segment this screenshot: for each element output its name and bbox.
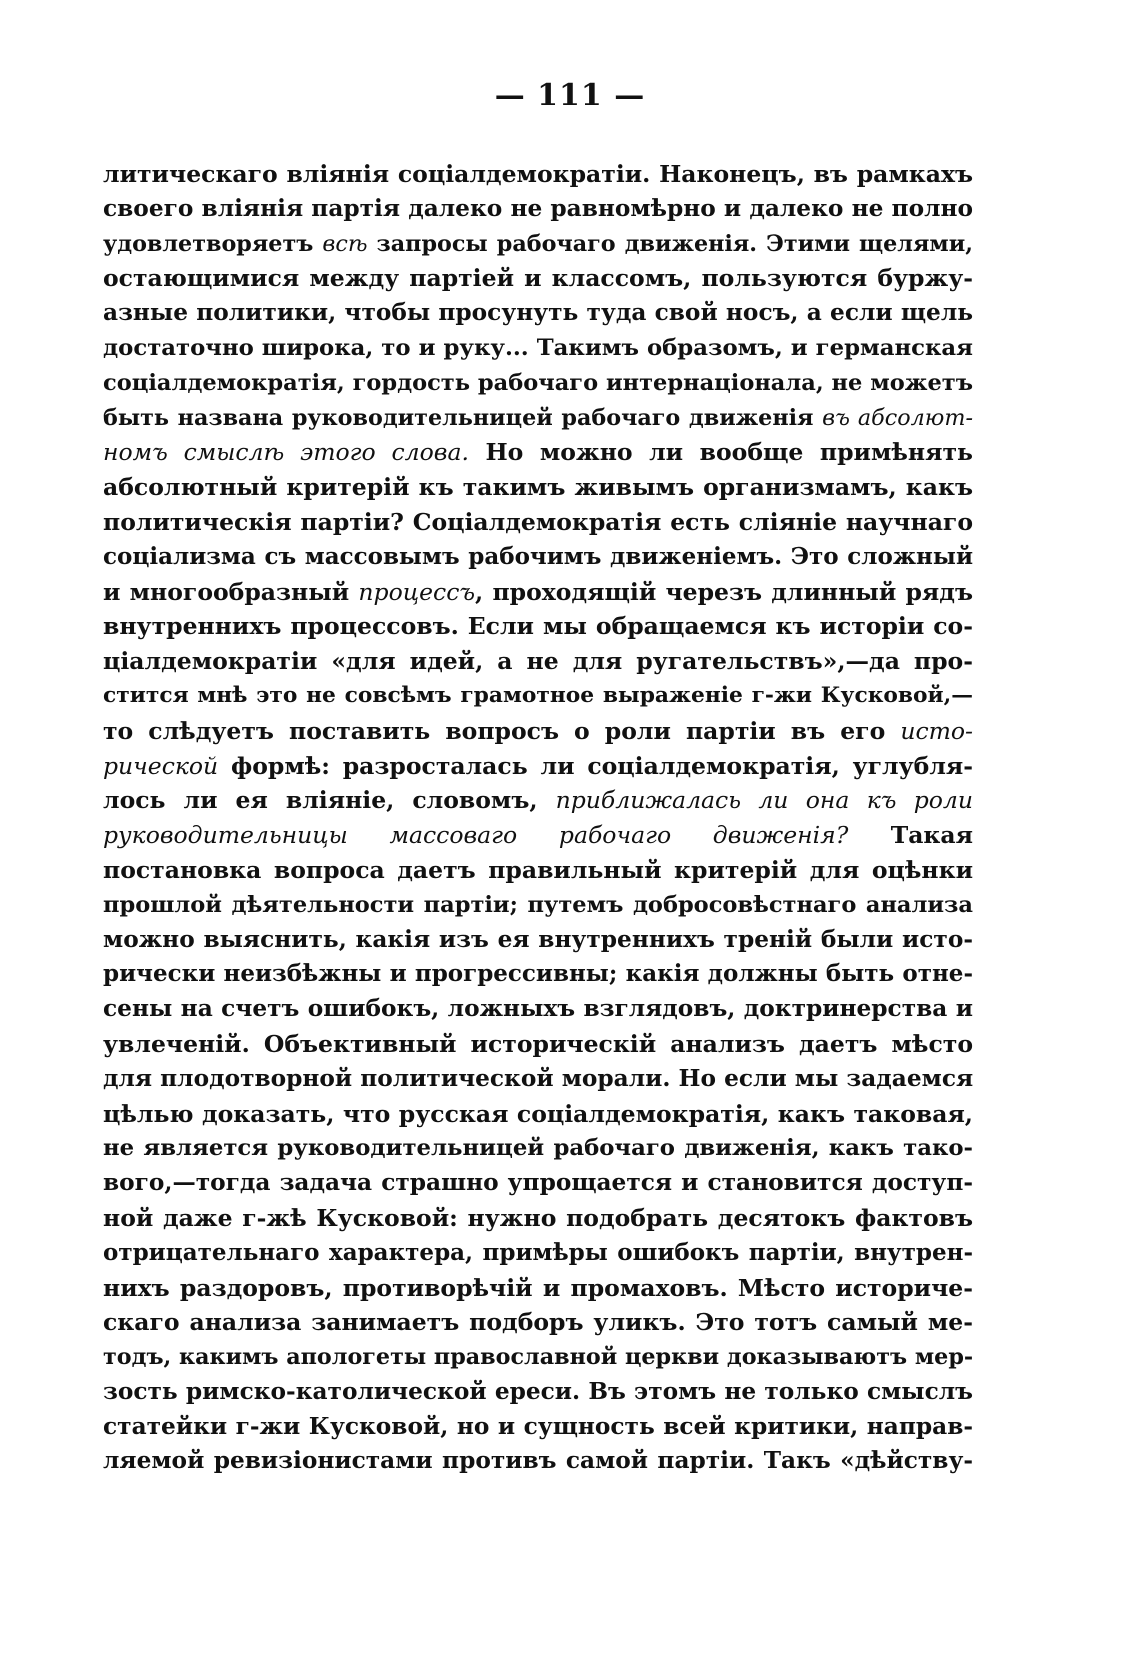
text-segment: стится мнѣ это не совсѣмъ грамотное выраженіе г-жи Кусковой,—: [103, 682, 973, 708]
text-line: [103, 435, 973, 470]
body-text: [103, 157, 973, 1479]
text-segment: отрицательнаго характера, примѣры ошибокъ партіи, внутрен-: [103, 1238, 973, 1266]
text-line: [103, 714, 973, 749]
text-line: [103, 401, 973, 436]
text-segment: лось ли ея вліяніе, словомъ,: [103, 786, 556, 815]
text-segment: литическаго вліянія соціалдемократіи. Наконецъ, въ рамкахъ: [103, 160, 973, 188]
text-segment: увлеченій. Объективный историческій анализъ даетъ мѣсто: [103, 1029, 973, 1058]
italic-text-segment: номъ смыслѣ этого слова.: [103, 438, 469, 467]
text-line: [103, 1444, 973, 1479]
text-segment: удовлетворяетъ: [103, 230, 323, 257]
text-line: [103, 1027, 973, 1062]
text-segment: ляемой ревизіонистами противъ самой партіи. Такъ «дѣйству-: [103, 1447, 973, 1475]
text-segment: и многообразный: [103, 577, 359, 606]
text-line: [103, 1305, 973, 1340]
text-segment: не является руководительницей рабочаго движенія, какъ тако-: [103, 1135, 973, 1162]
text-segment: ціалдемократіи «для идей, а не для ругательствъ»,—да про-: [103, 647, 973, 676]
text-line: [103, 1062, 973, 1097]
text-segment: остающимися между партіей и классомъ, пользуются буржу-: [103, 264, 973, 293]
text-line: [103, 296, 973, 331]
text-segment: абсолютный критерій къ такимъ живымъ организмамъ, какъ: [103, 473, 973, 502]
text-segment: зость римско-католической ереси. Въ этомъ не только смыслъ: [103, 1377, 973, 1405]
text-segment: соціализма съ массовымъ рабочимъ движеніемъ. Это сложный: [103, 542, 973, 570]
text-segment: достаточно широка, то и руку... Такимъ образомъ, и германская: [103, 334, 973, 361]
text-segment: постановка вопроса даетъ правильный критерій для оцѣнки: [103, 855, 973, 884]
text-line: [103, 818, 973, 853]
text-line: [103, 957, 973, 992]
italic-text-segment: исто-: [900, 716, 973, 745]
text-line: [103, 1340, 973, 1375]
text-segment: сены на счетъ ошибокъ, ложныхъ взглядовъ, доктринерства и: [103, 995, 973, 1023]
text-segment: внутреннихъ процессовъ. Если мы обращаемся къ исторіи со-: [103, 612, 973, 641]
text-line: [103, 923, 973, 958]
text-line: [103, 783, 973, 818]
text-line: [103, 609, 973, 644]
text-line: [103, 1410, 973, 1445]
text-segment: своего вліянія партія далеко не равномѣрно и далеко не полно: [103, 194, 973, 222]
text-segment: рически неизбѣжны и прогрессивны; какія должны быть отне-: [103, 960, 973, 988]
text-segment: , проходящій черезъ длинный рядъ: [475, 577, 973, 606]
text-segment: политическія партіи? Соціалдемократія есть сліяніе научнаго: [103, 507, 973, 536]
text-segment: азные политики, чтобы просунуть туда свой носъ, а если щель: [103, 299, 973, 327]
text-line: [103, 888, 973, 923]
text-segment: быть названа руководительницей рабочаго движенія: [103, 404, 823, 431]
text-line: [103, 575, 973, 610]
text-segment: прошлой дѣятельности партіи; путемъ добросовѣстнаго анализа: [103, 891, 973, 918]
text-segment: запросы рабочаго движенія. Этими щелями,: [367, 230, 973, 257]
text-line: [103, 470, 973, 505]
text-segment: цѣлью доказать, что русская соціалдемократія, какъ таковая,: [103, 1099, 973, 1128]
italic-text-segment: рической: [103, 751, 219, 780]
text-segment: Такая: [848, 821, 973, 850]
text-line: [103, 227, 973, 262]
italic-text-segment: приближалась ли она къ роли: [555, 786, 973, 815]
text-segment: формѣ: разросталась ли соціалдемократія, углубля-: [218, 751, 973, 780]
text-segment: соціалдемократія, гордость рабочаго интернаціонала, не можетъ: [103, 369, 973, 396]
text-segment: то слѣдуетъ поставить вопросъ о роли партіи въ его: [103, 716, 901, 745]
text-segment: Но можно ли вообще примѣнять: [468, 438, 973, 467]
text-line: [103, 1271, 973, 1306]
page-number: — 111 —: [494, 78, 646, 113]
text-segment: тодъ, какимъ апологеты православной церкви доказываютъ мер-: [103, 1344, 974, 1371]
italic-text-segment: процессъ: [358, 577, 476, 606]
text-line: [103, 1201, 973, 1236]
text-line: [103, 192, 973, 227]
text-line: [103, 853, 973, 888]
text-line: [103, 261, 973, 296]
text-line: [103, 1097, 973, 1132]
text-line: [103, 1131, 973, 1166]
text-line: [103, 505, 973, 540]
text-line: [103, 1166, 973, 1201]
text-segment: скаго анализа занимаетъ подборъ уликъ. Это тотъ самый ме-: [103, 1308, 973, 1337]
text-segment: статейки г-жи Кусковой, но и сущность всей критики, направ-: [103, 1412, 973, 1440]
text-line: [103, 992, 973, 1027]
italic-text-segment: руководительницы массоваго рабочаго движенія?: [103, 821, 849, 850]
text-line: [103, 540, 973, 575]
text-line: [103, 679, 973, 714]
italic-text-segment: всѣ: [322, 230, 368, 257]
text-segment: ной даже г-жѣ Кусковой: нужно подобрать десятокъ фактовъ: [103, 1203, 973, 1232]
text-segment: вого,—тогда задача страшно упрощается и становится доступ-: [103, 1169, 973, 1197]
text-line: [103, 1375, 973, 1410]
text-segment: можно выяснить, какія изъ ея внутреннихъ треній были исто-: [103, 925, 973, 953]
text-line: [103, 157, 973, 192]
text-line: [103, 749, 973, 784]
text-line: [103, 366, 973, 401]
text-line: [103, 1236, 973, 1271]
text-segment: нихъ раздоровъ, противорѣчій и промаховъ. Мѣсто историче-: [103, 1273, 973, 1302]
text-line: [103, 331, 973, 366]
text-line: [103, 644, 973, 679]
italic-text-segment: въ абсолют-: [822, 404, 973, 431]
text-segment: для плодотворной политической морали. Но если мы задаемся: [103, 1064, 974, 1092]
